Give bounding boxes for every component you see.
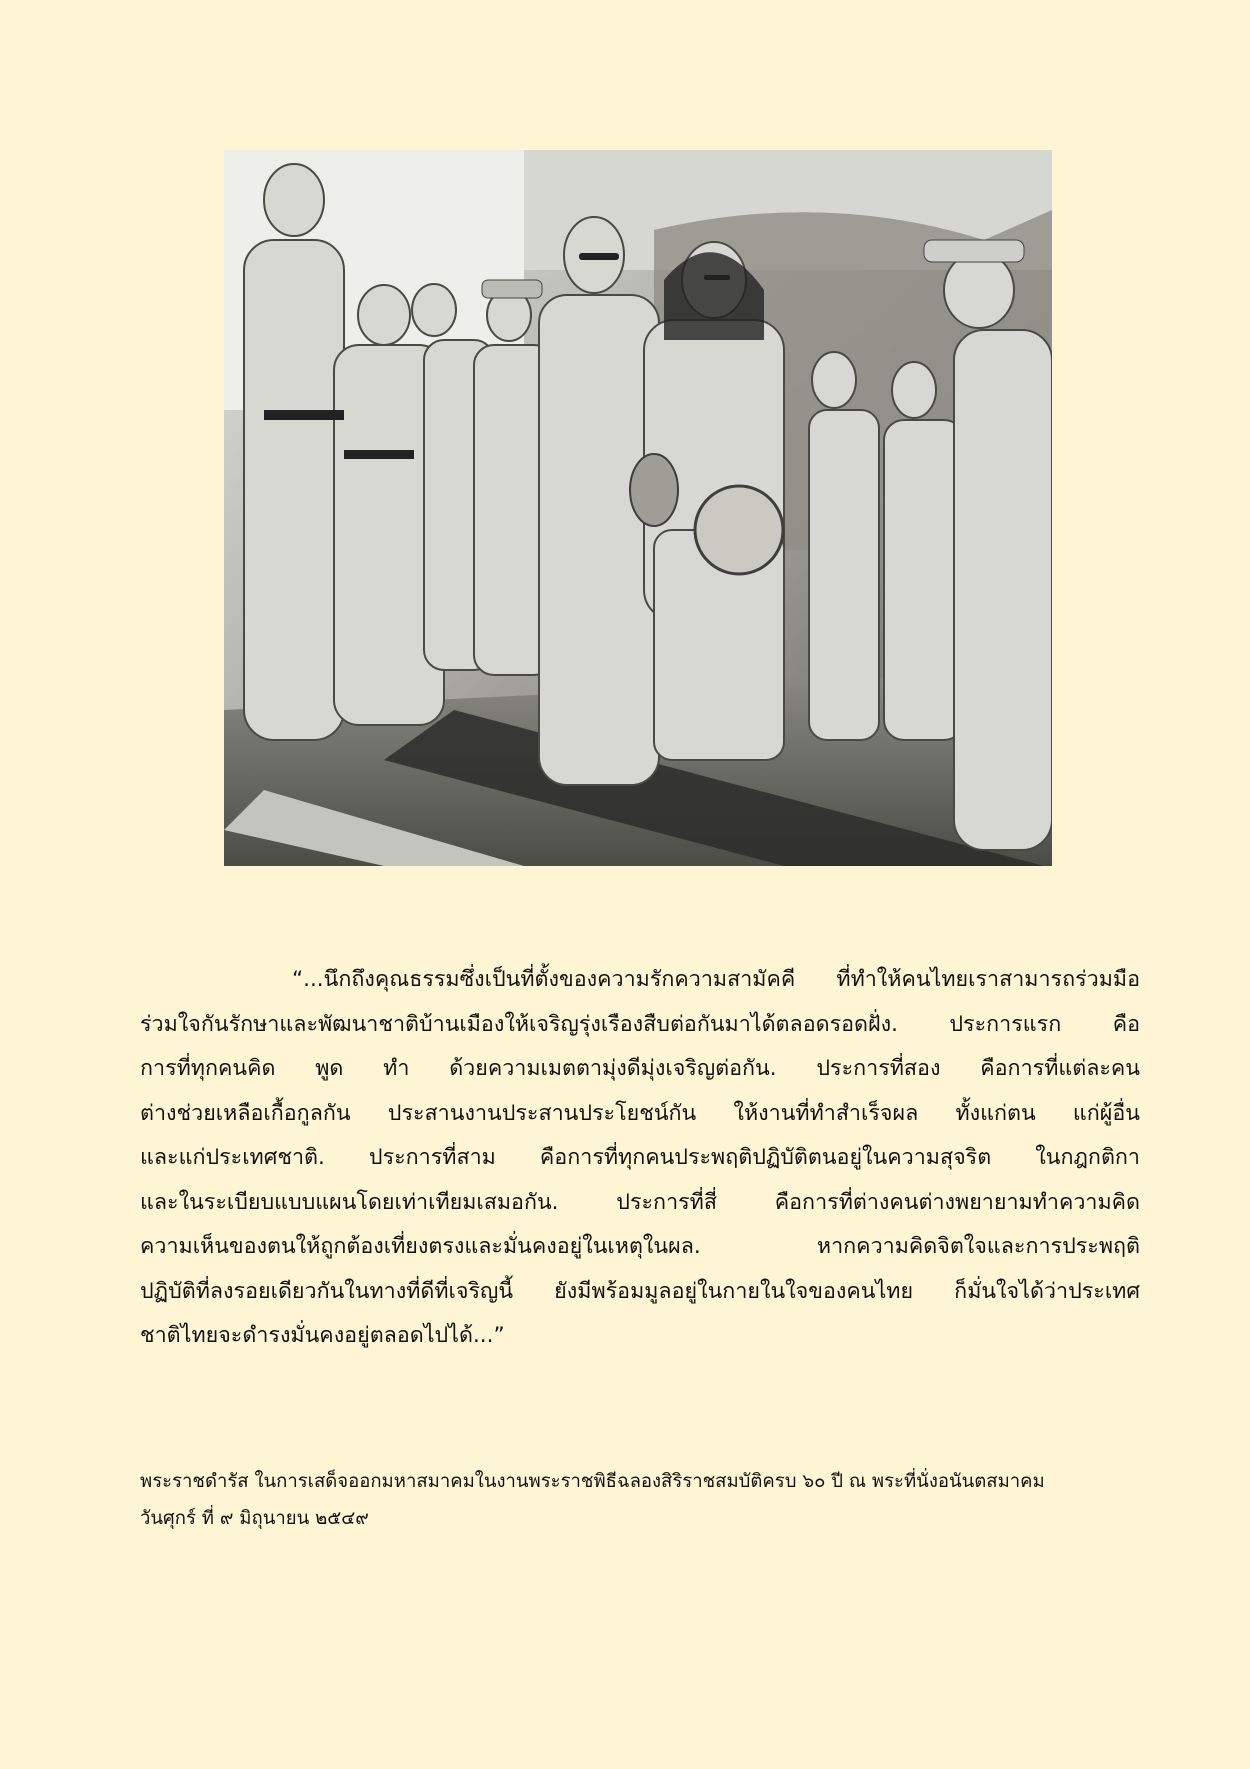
speech-caption (140, 1463, 1140, 1537)
quote-line: ชาติไทยจะดำรงมั่นคงอยู่ตลอดไปได้...” (140, 1323, 505, 1348)
quote-line: การที่ทุกคนคิด พูด ทำ ด้วยความเมตตามุ่งดีมุ่งเจริญต่อกัน. ประการที่สอง คือการที่แต่ละคน (140, 1056, 1140, 1081)
quote-line: และแก่ประเทศชาติ. ประการที่สาม คือการที่ทุกคนประพฤติปฏิบัติตนอยู่ในความสุจริต ในกฎกติกา (140, 1145, 1140, 1170)
quote-line: ต่างช่วยเหลือเกื้อกูลกัน ประสานงานประสานประโยชน์กัน ให้งานที่ทำสำเร็จผล ทั้งแก่ตน แก่ผู้อื่น (140, 1100, 1140, 1126)
quote-line: ร่วมใจกันรักษาและพัฒนาชาติบ้านเมืองให้เจริญรุ่งเรืองสืบต่อกันมาได้ตลอดรอดฝั่ง. ประการแรก คือ (140, 1011, 1140, 1037)
quote-line: ปฏิบัติที่ลงรอยเดียวกันในทางที่ดีที่เจริญนี้ ยังมีพร้อมมูลอยู่ในกายในใจของคนไทย ก็มั่นใจได้ว่าประเทศ (140, 1278, 1140, 1304)
caption-occasion: พระราชดำรัส ในการเสด็จออกมหาสมาคมในงานพระราชพิธีฉลองสิริราชสมบัติครบ ๖๐ ปี ณ พระที่นั่งอนันตสมาคม (140, 1471, 1045, 1492)
photo-image (224, 150, 1052, 866)
caption-date: วันศุกร์ ที่ ๙ มิถุนายน ๒๕๔๙ (140, 1508, 369, 1529)
quote-line: “...นึกถึงคุณธรรมซึ่งเป็นที่ตั้งของความรักความสามัคคี ที่ทำให้คนไทยเราสามารถร่วมมือ (292, 967, 1140, 992)
royal-speech-quote (140, 958, 1140, 1359)
quote-line: ความเห็นของตนให้ถูกต้องเที่ยงตรงและมั่นคงอยู่ในเหตุในผล. หากความคิดจิตใจและการประพฤติ (140, 1234, 1140, 1259)
quote-line: และในระเบียบแบบแผนโดยเท่าเทียมเสมอกัน. ประการที่สี่ คือการที่ต่างคนต่างพยายามทำความคิด (140, 1189, 1140, 1215)
historical-photo (224, 150, 1052, 866)
